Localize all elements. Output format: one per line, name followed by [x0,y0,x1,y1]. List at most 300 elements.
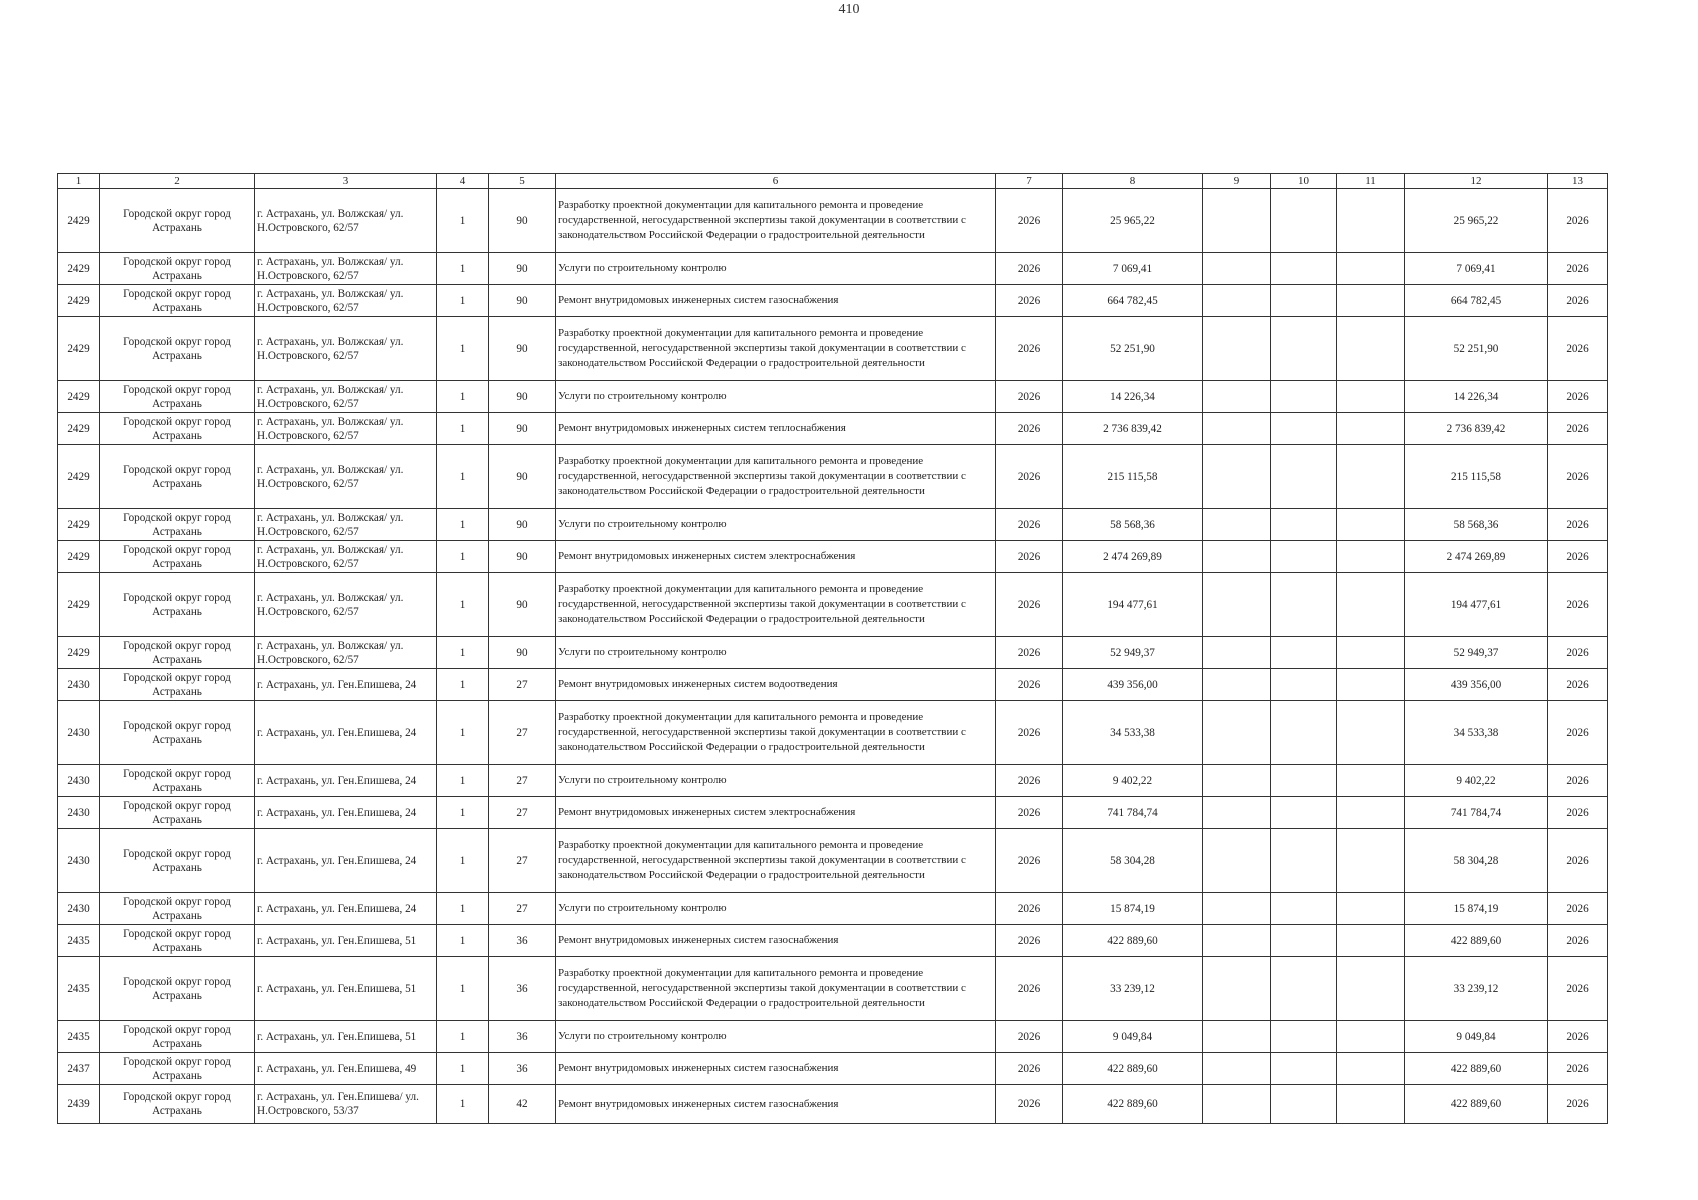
cell-plan-year: 2026 [996,1085,1063,1124]
cell-fund-cost-2 [1271,797,1337,829]
cell-address: г. Астрахань, ул. Волжская/ ул. Н.Островского, 62/57 [255,637,437,669]
cell-total-cost: 14 226,34 [1063,381,1203,413]
cell-fund-cost-3 [1337,669,1405,701]
cell-completion-year: 2026 [1548,381,1608,413]
cell-apartment-count: 90 [489,541,556,573]
cell-address: г. Астрахань, ул. Волжская/ ул. Н.Островского, 62/57 [255,573,437,637]
cell-work-type: Ремонт внутридомовых инженерных систем газоснабжения [556,285,996,317]
cell-owner-cost: 58 304,28 [1405,829,1548,893]
cell-owner-cost: 2 736 839,42 [1405,413,1548,445]
cell-house-id: 2435 [58,925,100,957]
table-row [58,253,1608,285]
cell-completion-year: 2026 [1548,541,1608,573]
cell-fund-cost-2 [1271,669,1337,701]
cell-work-type: Услуги по строительному контролю [556,381,996,413]
cell-plan-year: 2026 [996,669,1063,701]
cell-fund-cost-3 [1337,829,1405,893]
cell-total-cost: 422 889,60 [1063,1085,1203,1124]
capital-repair-table [57,173,1608,1124]
cell-fund-cost-3 [1337,285,1405,317]
cell-fund-cost-1 [1203,893,1271,925]
cell-completion-year: 2026 [1548,1085,1608,1124]
column-number-header-row [58,174,1608,189]
cell-work-type: Разработку проектной документации для капитального ремонта и проведение государственной, негосударственной экспертизы такой документации в соответствии с законодательством Российской Федерации о градостроительной деятельности [556,189,996,253]
table-row [58,541,1608,573]
cell-plan-year: 2026 [996,957,1063,1021]
table-row [58,1085,1608,1124]
cell-apartment-count: 27 [489,797,556,829]
cell-plan-year: 2026 [996,445,1063,509]
cell-municipality: Городской округ город Астрахань [100,1085,255,1124]
cell-apartment-count: 90 [489,445,556,509]
cell-house-id: 2430 [58,797,100,829]
cell-address: г. Астрахань, ул. Ген.Епишева, 24 [255,669,437,701]
table-row [58,957,1608,1021]
col-header-5: 5 [489,174,556,189]
cell-entrance-count: 1 [437,637,489,669]
cell-entrance-count: 1 [437,573,489,637]
col-header-8: 8 [1063,174,1203,189]
cell-municipality: Городской округ город Астрахань [100,445,255,509]
cell-municipality: Городской округ город Астрахань [100,285,255,317]
cell-total-cost: 9 049,84 [1063,1021,1203,1053]
cell-fund-cost-1 [1203,285,1271,317]
cell-house-id: 2429 [58,509,100,541]
cell-house-id: 2429 [58,317,100,381]
cell-plan-year: 2026 [996,637,1063,669]
cell-owner-cost: 664 782,45 [1405,285,1548,317]
cell-owner-cost: 15 874,19 [1405,893,1548,925]
cell-fund-cost-1 [1203,829,1271,893]
cell-owner-cost: 58 568,36 [1405,509,1548,541]
cell-apartment-count: 90 [489,573,556,637]
cell-entrance-count: 1 [437,285,489,317]
col-header-6: 6 [556,174,996,189]
cell-fund-cost-1 [1203,701,1271,765]
cell-entrance-count: 1 [437,925,489,957]
cell-fund-cost-3 [1337,1085,1405,1124]
cell-fund-cost-3 [1337,637,1405,669]
cell-house-id: 2429 [58,413,100,445]
cell-address: г. Астрахань, ул. Ген.Епишева, 24 [255,797,437,829]
cell-owner-cost: 9 402,22 [1405,765,1548,797]
table-row [58,413,1608,445]
cell-owner-cost: 33 239,12 [1405,957,1548,1021]
cell-house-id: 2429 [58,637,100,669]
cell-fund-cost-1 [1203,797,1271,829]
cell-fund-cost-2 [1271,1085,1337,1124]
cell-total-cost: 2 474 269,89 [1063,541,1203,573]
cell-house-id: 2429 [58,573,100,637]
cell-fund-cost-2 [1271,445,1337,509]
cell-fund-cost-3 [1337,925,1405,957]
cell-entrance-count: 1 [437,765,489,797]
cell-fund-cost-3 [1337,573,1405,637]
col-header-10: 10 [1271,174,1337,189]
cell-house-id: 2429 [58,381,100,413]
cell-total-cost: 52 251,90 [1063,317,1203,381]
cell-owner-cost: 439 356,00 [1405,669,1548,701]
cell-house-id: 2430 [58,701,100,765]
cell-municipality: Городской округ город Астрахань [100,829,255,893]
cell-entrance-count: 1 [437,893,489,925]
cell-fund-cost-1 [1203,925,1271,957]
cell-plan-year: 2026 [996,285,1063,317]
cell-work-type: Услуги по строительному контролю [556,509,996,541]
table-row [58,189,1608,253]
cell-apartment-count: 90 [489,189,556,253]
cell-plan-year: 2026 [996,189,1063,253]
cell-fund-cost-2 [1271,701,1337,765]
cell-owner-cost: 194 477,61 [1405,573,1548,637]
table-row [58,797,1608,829]
cell-work-type: Ремонт внутридомовых инженерных систем водоотведения [556,669,996,701]
cell-fund-cost-1 [1203,253,1271,285]
cell-fund-cost-1 [1203,957,1271,1021]
cell-apartment-count: 36 [489,1021,556,1053]
cell-total-cost: 58 568,36 [1063,509,1203,541]
cell-fund-cost-3 [1337,413,1405,445]
cell-fund-cost-1 [1203,445,1271,509]
cell-house-id: 2429 [58,285,100,317]
cell-municipality: Городской округ город Астрахань [100,1053,255,1085]
cell-apartment-count: 27 [489,829,556,893]
cell-fund-cost-3 [1337,381,1405,413]
cell-fund-cost-1 [1203,573,1271,637]
cell-apartment-count: 36 [489,957,556,1021]
cell-plan-year: 2026 [996,1053,1063,1085]
cell-house-id: 2429 [58,253,100,285]
cell-address: г. Астрахань, ул. Ген.Епишева/ ул. Н.Островского, 53/37 [255,1085,437,1124]
cell-work-type: Разработку проектной документации для капитального ремонта и проведение государственной, негосударственной экспертизы такой документации в соответствии с законодательством Российской Федерации о градостроительной деятельности [556,957,996,1021]
cell-completion-year: 2026 [1548,829,1608,893]
cell-address: г. Астрахань, ул. Ген.Епишева, 24 [255,829,437,893]
cell-completion-year: 2026 [1548,637,1608,669]
cell-completion-year: 2026 [1548,701,1608,765]
table-row [58,1021,1608,1053]
cell-entrance-count: 1 [437,669,489,701]
col-header-4: 4 [437,174,489,189]
table-row [58,1053,1608,1085]
table-row [58,445,1608,509]
col-header-13: 13 [1548,174,1608,189]
cell-entrance-count: 1 [437,413,489,445]
cell-entrance-count: 1 [437,1053,489,1085]
cell-address: г. Астрахань, ул. Волжская/ ул. Н.Островского, 62/57 [255,445,437,509]
cell-municipality: Городской округ город Астрахань [100,893,255,925]
cell-fund-cost-2 [1271,829,1337,893]
cell-fund-cost-2 [1271,637,1337,669]
cell-municipality: Городской округ город Астрахань [100,925,255,957]
col-header-7: 7 [996,174,1063,189]
cell-fund-cost-3 [1337,509,1405,541]
cell-entrance-count: 1 [437,1021,489,1053]
table-row [58,829,1608,893]
cell-apartment-count: 90 [489,285,556,317]
cell-apartment-count: 90 [489,253,556,285]
cell-fund-cost-3 [1337,253,1405,285]
cell-municipality: Городской округ город Астрахань [100,701,255,765]
cell-fund-cost-2 [1271,765,1337,797]
cell-fund-cost-2 [1271,285,1337,317]
cell-apartment-count: 90 [489,509,556,541]
cell-owner-cost: 52 251,90 [1405,317,1548,381]
cell-work-type: Услуги по строительному контролю [556,1021,996,1053]
table-row [58,509,1608,541]
cell-house-id: 2430 [58,765,100,797]
cell-owner-cost: 422 889,60 [1405,1085,1548,1124]
cell-work-type: Услуги по строительному контролю [556,637,996,669]
cell-total-cost: 422 889,60 [1063,925,1203,957]
cell-house-id: 2429 [58,189,100,253]
cell-municipality: Городской округ город Астрахань [100,765,255,797]
cell-apartment-count: 90 [489,413,556,445]
cell-municipality: Городской округ город Астрахань [100,1021,255,1053]
cell-plan-year: 2026 [996,1021,1063,1053]
cell-completion-year: 2026 [1548,669,1608,701]
cell-plan-year: 2026 [996,573,1063,637]
cell-municipality: Городской округ город Астрахань [100,573,255,637]
cell-completion-year: 2026 [1548,957,1608,1021]
cell-total-cost: 7 069,41 [1063,253,1203,285]
cell-apartment-count: 90 [489,637,556,669]
cell-entrance-count: 1 [437,541,489,573]
cell-address: г. Астрахань, ул. Волжская/ ул. Н.Островского, 62/57 [255,509,437,541]
cell-municipality: Городской округ город Астрахань [100,637,255,669]
cell-work-type: Ремонт внутридомовых инженерных систем теплоснабжения [556,413,996,445]
cell-fund-cost-3 [1337,893,1405,925]
cell-owner-cost: 2 474 269,89 [1405,541,1548,573]
cell-fund-cost-1 [1203,669,1271,701]
cell-fund-cost-1 [1203,189,1271,253]
cell-completion-year: 2026 [1548,1021,1608,1053]
cell-completion-year: 2026 [1548,1053,1608,1085]
cell-municipality: Городской округ город Астрахань [100,317,255,381]
cell-fund-cost-3 [1337,317,1405,381]
cell-owner-cost: 9 049,84 [1405,1021,1548,1053]
cell-fund-cost-1 [1203,1053,1271,1085]
cell-entrance-count: 1 [437,189,489,253]
cell-apartment-count: 90 [489,317,556,381]
cell-entrance-count: 1 [437,381,489,413]
cell-fund-cost-1 [1203,637,1271,669]
cell-total-cost: 15 874,19 [1063,893,1203,925]
table-row [58,317,1608,381]
cell-apartment-count: 27 [489,701,556,765]
cell-municipality: Городской округ город Астрахань [100,669,255,701]
col-header-11: 11 [1337,174,1405,189]
cell-plan-year: 2026 [996,317,1063,381]
cell-address: г. Астрахань, ул. Ген.Епишева, 24 [255,893,437,925]
cell-completion-year: 2026 [1548,797,1608,829]
cell-work-type: Ремонт внутридомовых инженерных систем газоснабжения [556,1085,996,1124]
table-row [58,573,1608,637]
cell-fund-cost-2 [1271,893,1337,925]
col-header-2: 2 [100,174,255,189]
cell-house-id: 2429 [58,541,100,573]
cell-fund-cost-3 [1337,797,1405,829]
cell-fund-cost-3 [1337,765,1405,797]
table-row [58,765,1608,797]
cell-apartment-count: 42 [489,1085,556,1124]
cell-plan-year: 2026 [996,797,1063,829]
col-header-3: 3 [255,174,437,189]
cell-entrance-count: 1 [437,509,489,541]
cell-fund-cost-1 [1203,509,1271,541]
cell-municipality: Городской округ город Астрахань [100,253,255,285]
cell-total-cost: 664 782,45 [1063,285,1203,317]
cell-address: г. Астрахань, ул. Волжская/ ул. Н.Островского, 62/57 [255,381,437,413]
cell-entrance-count: 1 [437,1085,489,1124]
cell-municipality: Городской округ город Астрахань [100,381,255,413]
cell-house-id: 2430 [58,669,100,701]
cell-fund-cost-3 [1337,541,1405,573]
cell-fund-cost-2 [1271,253,1337,285]
cell-apartment-count: 36 [489,1053,556,1085]
cell-completion-year: 2026 [1548,413,1608,445]
cell-plan-year: 2026 [996,765,1063,797]
table-row [58,893,1608,925]
cell-municipality: Городской округ город Астрахань [100,957,255,1021]
table-row [58,381,1608,413]
cell-entrance-count: 1 [437,701,489,765]
cell-total-cost: 215 115,58 [1063,445,1203,509]
cell-house-id: 2430 [58,893,100,925]
cell-work-type: Разработку проектной документации для капитального ремонта и проведение государственной, негосударственной экспертизы такой документации в соответствии с законодательством Российской Федерации о градостроительной деятельности [556,317,996,381]
cell-completion-year: 2026 [1548,285,1608,317]
cell-address: г. Астрахань, ул. Ген.Епишева, 51 [255,925,437,957]
cell-total-cost: 422 889,60 [1063,1053,1203,1085]
cell-plan-year: 2026 [996,829,1063,893]
cell-apartment-count: 27 [489,765,556,797]
cell-owner-cost: 741 784,74 [1405,797,1548,829]
cell-entrance-count: 1 [437,253,489,285]
cell-address: г. Астрахань, ул. Ген.Епишева, 49 [255,1053,437,1085]
cell-plan-year: 2026 [996,413,1063,445]
cell-entrance-count: 1 [437,317,489,381]
cell-fund-cost-1 [1203,765,1271,797]
cell-house-id: 2437 [58,1053,100,1085]
cell-fund-cost-1 [1203,541,1271,573]
cell-fund-cost-2 [1271,1021,1337,1053]
cell-address: г. Астрахань, ул. Волжская/ ул. Н.Островского, 62/57 [255,189,437,253]
cell-fund-cost-2 [1271,189,1337,253]
cell-completion-year: 2026 [1548,317,1608,381]
cell-municipality: Городской округ город Астрахань [100,413,255,445]
cell-work-type: Разработку проектной документации для капитального ремонта и проведение государственной, негосударственной экспертизы такой документации в соответствии с законодательством Российской Федерации о градостроительной деятельности [556,445,996,509]
cell-house-id: 2439 [58,1085,100,1124]
cell-entrance-count: 1 [437,829,489,893]
cell-fund-cost-3 [1337,445,1405,509]
cell-work-type: Услуги по строительному контролю [556,893,996,925]
cell-entrance-count: 1 [437,957,489,1021]
cell-completion-year: 2026 [1548,765,1608,797]
cell-fund-cost-1 [1203,317,1271,381]
cell-fund-cost-3 [1337,1053,1405,1085]
cell-owner-cost: 422 889,60 [1405,1053,1548,1085]
cell-work-type: Ремонт внутридомовых инженерных систем газоснабжения [556,1053,996,1085]
page-number: 410 [838,2,860,17]
cell-address: г. Астрахань, ул. Ген.Епишева, 51 [255,957,437,1021]
cell-total-cost: 34 533,38 [1063,701,1203,765]
cell-owner-cost: 422 889,60 [1405,925,1548,957]
cell-total-cost: 33 239,12 [1063,957,1203,1021]
cell-plan-year: 2026 [996,541,1063,573]
cell-house-id: 2435 [58,1021,100,1053]
cell-fund-cost-3 [1337,1021,1405,1053]
cell-municipality: Городской округ город Астрахань [100,189,255,253]
cell-total-cost: 25 965,22 [1063,189,1203,253]
cell-fund-cost-3 [1337,189,1405,253]
cell-plan-year: 2026 [996,893,1063,925]
cell-municipality: Городской округ город Астрахань [100,541,255,573]
cell-fund-cost-1 [1203,381,1271,413]
cell-plan-year: 2026 [996,509,1063,541]
cell-apartment-count: 90 [489,381,556,413]
cell-total-cost: 2 736 839,42 [1063,413,1203,445]
cell-fund-cost-2 [1271,541,1337,573]
cell-work-type: Разработку проектной документации для капитального ремонта и проведение государственной, негосударственной экспертизы такой документации в соответствии с законодательством Российской Федерации о градостроительной деятельности [556,701,996,765]
cell-work-type: Разработку проектной документации для капитального ремонта и проведение государственной, негосударственной экспертизы такой документации в соответствии с законодательством Российской Федерации о градостроительной деятельности [556,829,996,893]
col-header-1: 1 [58,174,100,189]
cell-house-id: 2430 [58,829,100,893]
cell-apartment-count: 27 [489,669,556,701]
cell-entrance-count: 1 [437,445,489,509]
cell-fund-cost-1 [1203,1021,1271,1053]
cell-fund-cost-2 [1271,413,1337,445]
cell-fund-cost-2 [1271,925,1337,957]
cell-owner-cost: 25 965,22 [1405,189,1548,253]
cell-address: г. Астрахань, ул. Волжская/ ул. Н.Островского, 62/57 [255,253,437,285]
cell-plan-year: 2026 [996,925,1063,957]
cell-address: г. Астрахань, ул. Ген.Епишева, 51 [255,1021,437,1053]
cell-fund-cost-1 [1203,1085,1271,1124]
cell-municipality: Городской округ город Астрахань [100,797,255,829]
cell-work-type: Услуги по строительному контролю [556,765,996,797]
cell-plan-year: 2026 [996,381,1063,413]
cell-owner-cost: 7 069,41 [1405,253,1548,285]
cell-work-type: Услуги по строительному контролю [556,253,996,285]
cell-work-type: Разработку проектной документации для капитального ремонта и проведение государственной, негосударственной экспертизы такой документации в соответствии с законодательством Российской Федерации о градостроительной деятельности [556,573,996,637]
cell-total-cost: 52 949,37 [1063,637,1203,669]
cell-work-type: Ремонт внутридомовых инженерных систем газоснабжения [556,925,996,957]
cell-apartment-count: 27 [489,893,556,925]
cell-work-type: Ремонт внутридомовых инженерных систем электроснабжения [556,541,996,573]
cell-fund-cost-3 [1337,957,1405,1021]
cell-owner-cost: 14 226,34 [1405,381,1548,413]
table-body [58,189,1608,1124]
cell-address: г. Астрахань, ул. Волжская/ ул. Н.Островского, 62/57 [255,541,437,573]
table-row [58,637,1608,669]
col-header-9: 9 [1203,174,1271,189]
cell-address: г. Астрахань, ул. Волжская/ ул. Н.Островского, 62/57 [255,317,437,381]
cell-completion-year: 2026 [1548,925,1608,957]
cell-total-cost: 741 784,74 [1063,797,1203,829]
cell-fund-cost-3 [1337,701,1405,765]
cell-total-cost: 194 477,61 [1063,573,1203,637]
cell-plan-year: 2026 [996,701,1063,765]
cell-completion-year: 2026 [1548,445,1608,509]
cell-apartment-count: 36 [489,925,556,957]
col-header-12: 12 [1405,174,1548,189]
cell-house-id: 2435 [58,957,100,1021]
cell-completion-year: 2026 [1548,509,1608,541]
table-row [58,669,1608,701]
cell-owner-cost: 34 533,38 [1405,701,1548,765]
cell-entrance-count: 1 [437,797,489,829]
cell-fund-cost-1 [1203,413,1271,445]
cell-fund-cost-2 [1271,1053,1337,1085]
